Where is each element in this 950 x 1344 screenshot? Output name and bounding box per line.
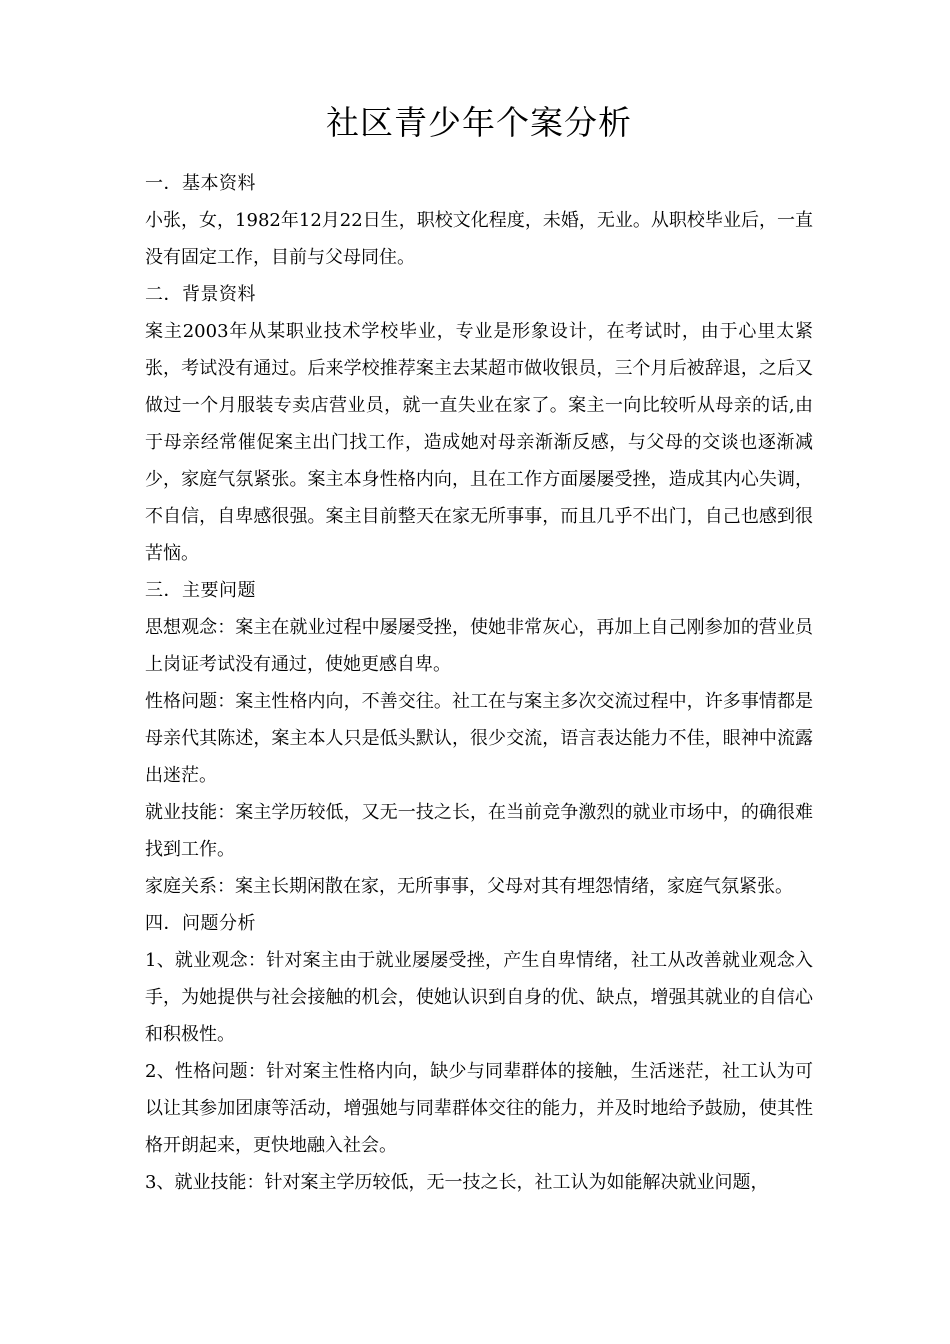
section-heading-analysis: 四．问题分析 bbox=[145, 913, 256, 934]
paragraph-background: 案主2003年从某职业技术学校毕业，专业是形象设计，在考试时，由于心里太紧张，考试没有通过。后来学校推荐案主去某超市做收银员，三个月后被辞退，之后又做过一个月服装专卖店营业员，就一直失业在家了。案主一向比较听从母亲的话,由于母亲经常催促案主出门找工作，造成她对母亲渐渐反感，与父母的交谈也逐渐减少，家庭气氛紧张。案主本身性格内向，且在工作方面屡屡受挫，造成其内心失调，不自信，自卑感很强。案主目前整天在家无所事事，而且几乎不出门，自己也感到很苦恼。 bbox=[145, 321, 813, 564]
paragraph-family: 家庭关系：案主长期闲散在家，无所事事，父母对其有埋怨情绪，家庭气氛紧张。 bbox=[145, 876, 793, 897]
document-page bbox=[145, 0, 813, 1201]
paragraph-thinking: 思想观念：案主在就业过程中屡屡受挫，使她非常灰心，再加上自己刚参加的营业员上岗证考试没有通过，使她更感自卑。 bbox=[145, 617, 813, 675]
paragraph-analysis-3: 3、就业技能：针对案主学历较低，无一技之长，社工认为如能解决就业问题， bbox=[145, 1172, 769, 1193]
paragraph-analysis-1: 1、就业观念：针对案主由于就业屡屡受挫，产生自卑情绪，社工从改善就业观念入手，为她提供与社会接触的机会，使她认识到自身的优、缺点，增强其就业的自信心和积极性。 bbox=[145, 950, 813, 1045]
paragraph-basic-info: 小张，女，1982年12月22日生，职校文化程度，未婚，无业。从职校毕业后，一直没有固定工作，目前与父母同住。 bbox=[145, 210, 813, 268]
paragraph-job-skills: 就业技能：案主学历较低，又无一技之长，在当前竞争激烈的就业市场中，的确很难找到工作。 bbox=[145, 802, 813, 860]
document-body bbox=[145, 165, 813, 1201]
section-heading-background: 二．背景资料 bbox=[145, 284, 256, 305]
paragraph-personality: 性格问题：案主性格内向，不善交往。社工在与案主多次交流过程中，许多事情都是母亲代其陈述，案主本人只是低头默认，很少交流，语言表达能力不佳，眼神中流露出迷茫。 bbox=[145, 691, 813, 786]
section-heading-main-problems: 三．主要问题 bbox=[145, 580, 256, 601]
paragraph-analysis-2: 2、性格问题：针对案主性格内向，缺少与同辈群体的接触，生活迷茫，社工认为可以让其参加团康等活动，增强她与同辈群体交往的能力，并及时地给予鼓励，使其性格开朗起来，更快地融入社会。 bbox=[145, 1061, 813, 1156]
section-heading-basic-info: 一．基本资料 bbox=[145, 173, 256, 194]
document-title: 社区青少年个案分析 bbox=[326, 103, 632, 142]
